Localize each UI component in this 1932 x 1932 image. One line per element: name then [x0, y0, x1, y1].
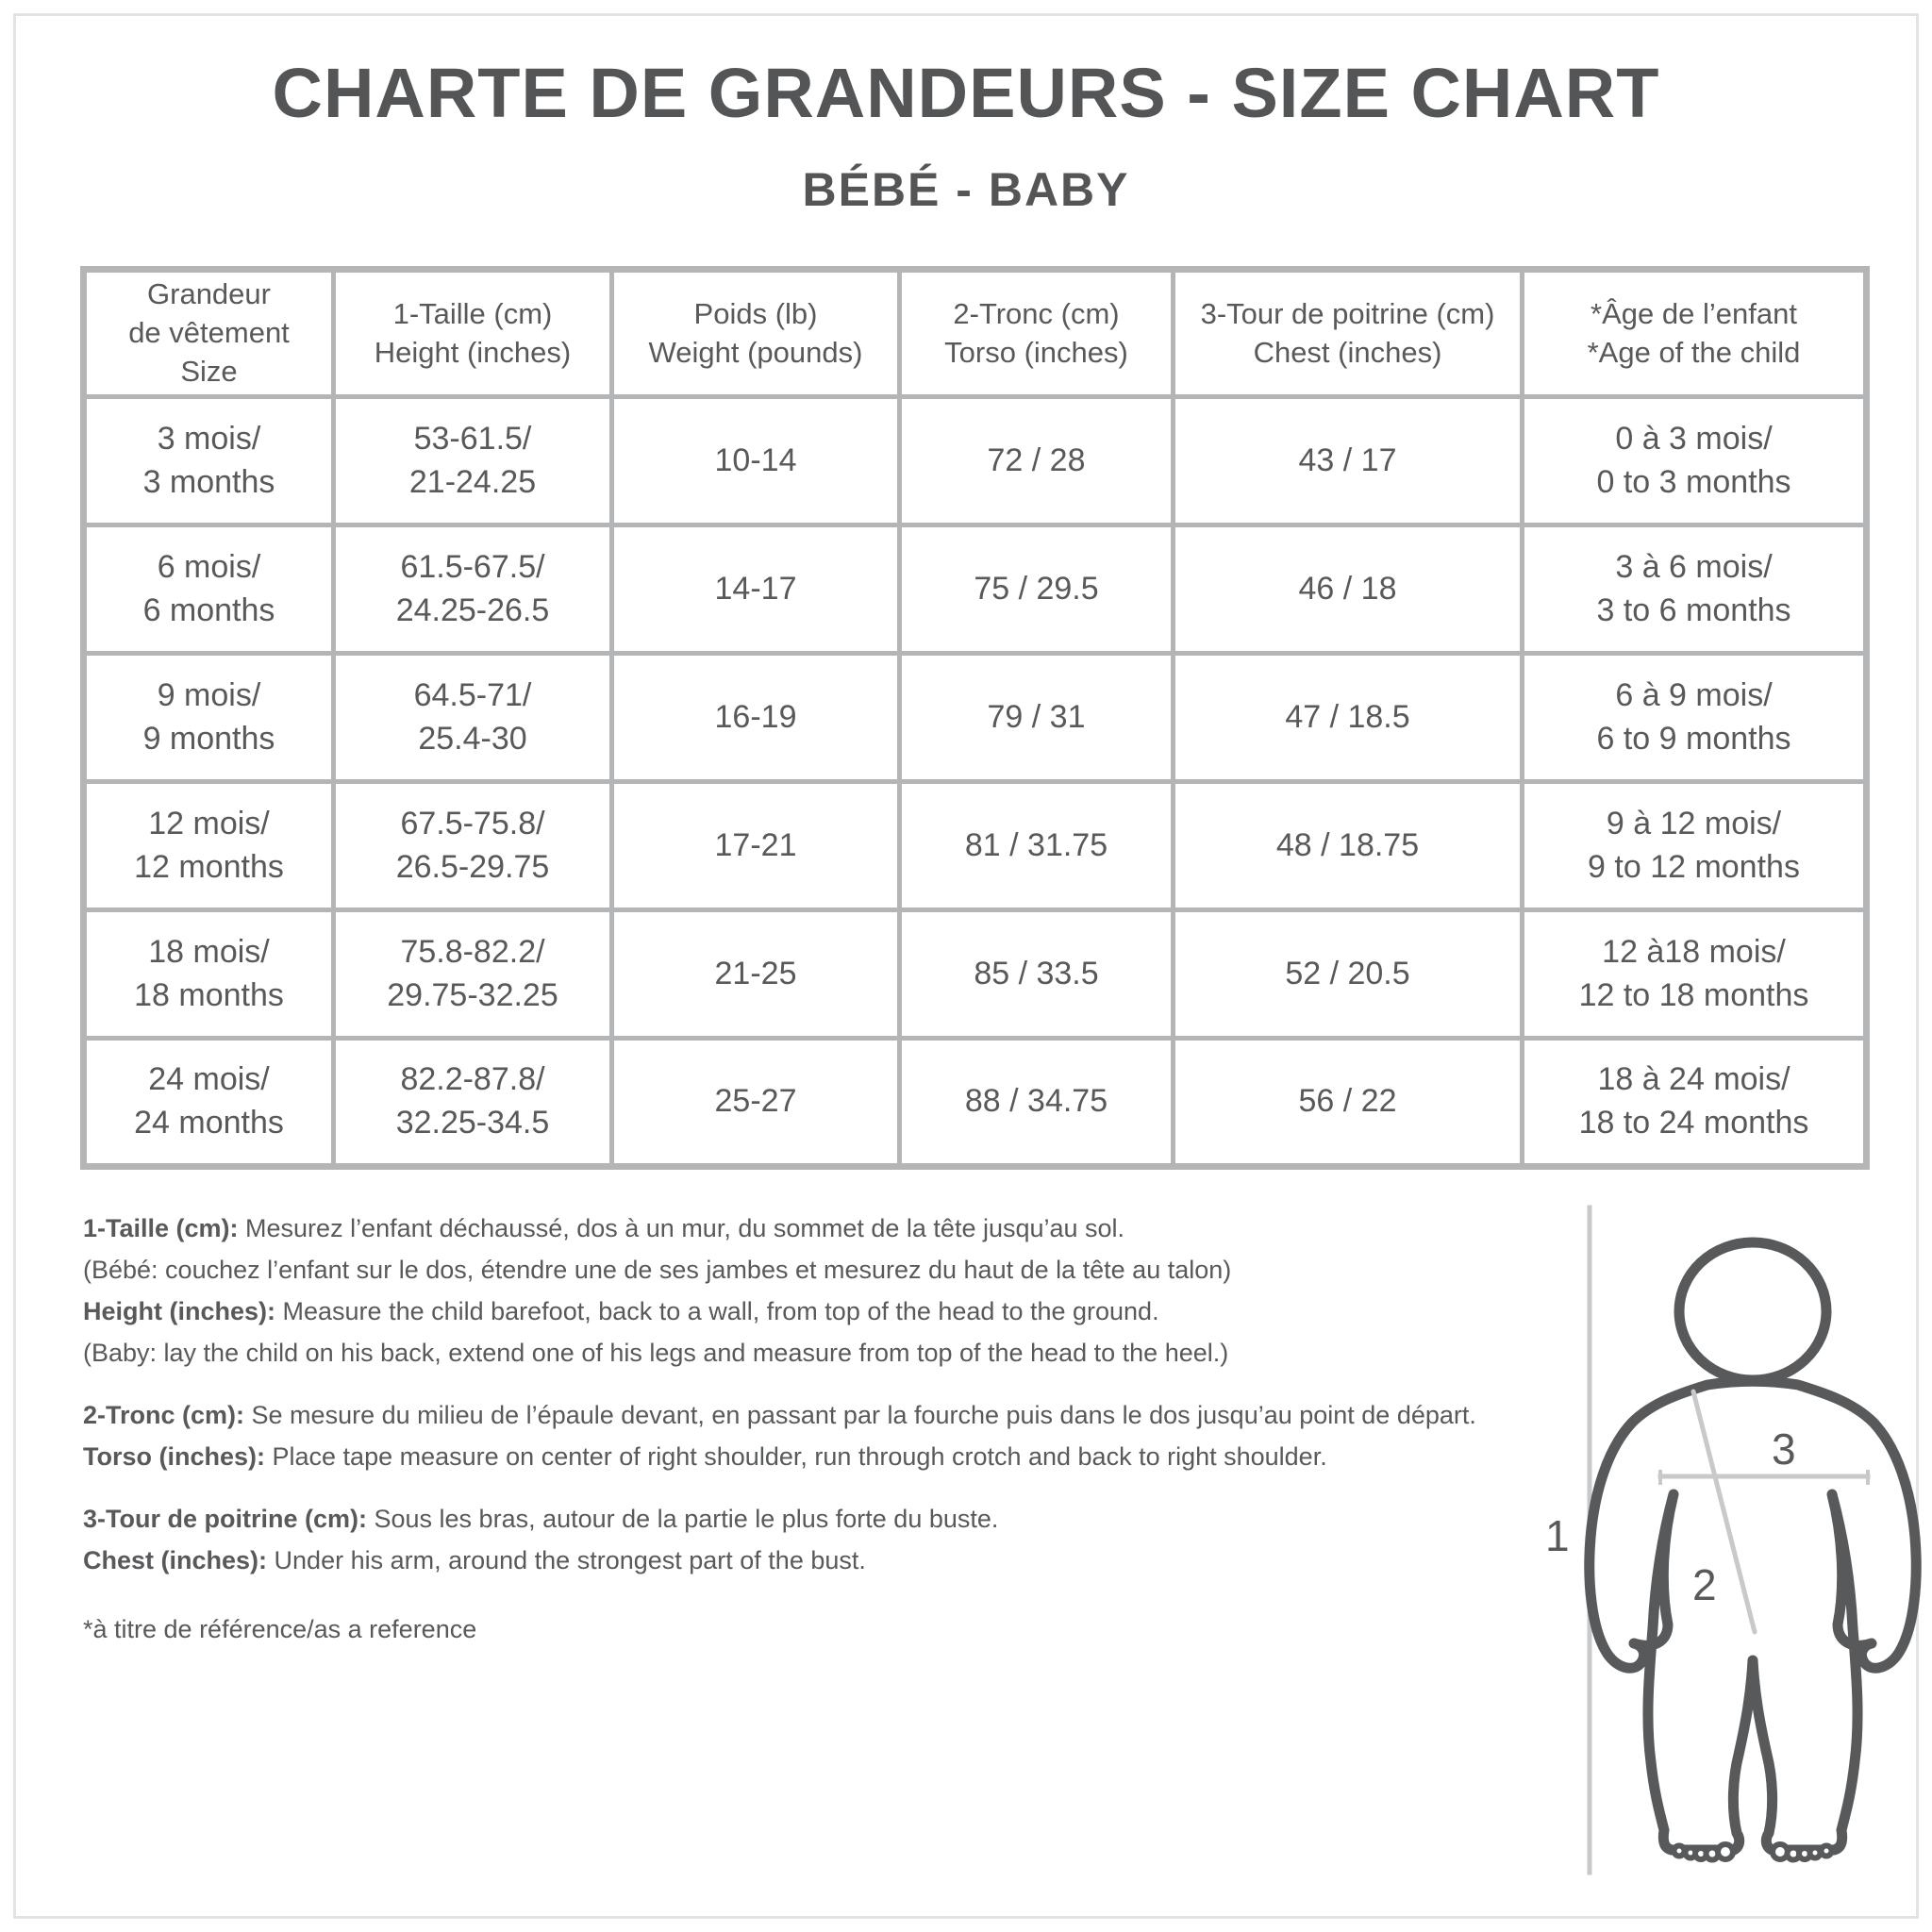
- table-row: [84, 654, 1867, 782]
- baby-head-outline: [1679, 1242, 1826, 1380]
- torso-label: 2: [1692, 1560, 1717, 1609]
- table-cell: 53-61.5/ 21-24.25: [334, 397, 612, 525]
- page-title: CHARTE DE GRANDEURS - SIZE CHART: [272, 54, 1660, 132]
- table-cell: 25-27: [612, 1039, 900, 1167]
- column-header: Grandeur de vêtement Size: [84, 270, 334, 397]
- note-paragraph: [83, 1208, 1574, 1374]
- table-cell: 85 / 33.5: [900, 910, 1174, 1039]
- table-cell: 72 / 28: [900, 397, 1174, 525]
- table-cell: 82.2-87.8/ 32.25-34.5: [334, 1039, 612, 1167]
- column-header: 3-Tour de poitrine (cm) Chest (inches): [1174, 270, 1523, 397]
- table-cell: 6 à 9 mois/ 6 to 9 months: [1523, 654, 1867, 782]
- column-header: 1-Taille (cm) Height (inches): [334, 270, 612, 397]
- table-cell: 47 / 18.5: [1174, 654, 1523, 782]
- table-cell: 21-25: [612, 910, 900, 1039]
- baby-toes-left: [1674, 1844, 1734, 1860]
- notes: [83, 1208, 1574, 1581]
- table-cell: 88 / 34.75: [900, 1039, 1174, 1167]
- table-cell: 10-14: [612, 397, 900, 525]
- table-cell: 17-21: [612, 782, 900, 910]
- table-cell: 64.5-71/ 25.4-30: [334, 654, 612, 782]
- baby-measurement-diagram: [1543, 1185, 1924, 1883]
- note-line: 3-Tour de poitrine (cm): Sous les bras, autour de la partie le plus forte du buste.: [83, 1505, 999, 1533]
- note-paragraph: [83, 1394, 1574, 1477]
- table-row: [84, 525, 1867, 654]
- note-line: (Baby: lay the child on his back, extend one of his legs and measure from top of the head to the heel.): [83, 1339, 1229, 1367]
- note-line: Torso (inches): Place tape measure on center of right shoulder, run through crotch and back to right shoulder.: [83, 1442, 1327, 1471]
- table-cell: 16-19: [612, 654, 900, 782]
- table-cell: 67.5-75.8/ 26.5-29.75: [334, 782, 612, 910]
- table-cell: 56 / 22: [1174, 1039, 1523, 1167]
- table-cell: 24 mois/ 24 months: [84, 1039, 334, 1167]
- table-cell: 9 mois/ 9 months: [84, 654, 334, 782]
- page-subtitle: BÉBÉ - BABY: [802, 163, 1130, 216]
- table-cell: 3 à 6 mois/ 3 to 6 months: [1523, 525, 1867, 654]
- table-cell: 79 / 31: [900, 654, 1174, 782]
- reference-footnote: *à titre de référence/as a reference: [83, 1615, 477, 1643]
- table-cell: 6 mois/ 6 months: [84, 525, 334, 654]
- table-cell: 48 / 18.75: [1174, 782, 1523, 910]
- table-row: [84, 1039, 1867, 1167]
- table-cell: 0 à 3 mois/ 0 to 3 months: [1523, 397, 1867, 525]
- table-cell: 52 / 20.5: [1174, 910, 1523, 1039]
- table-cell: 75.8-82.2/ 29.75-32.25: [334, 910, 612, 1039]
- table-row: [84, 397, 1867, 525]
- table-cell: 61.5-67.5/ 24.25-26.5: [334, 525, 612, 654]
- height-label: 1: [1545, 1511, 1570, 1560]
- table-cell: 18 mois/ 18 months: [84, 910, 334, 1039]
- note-line: (Bébé: couchez l’enfant sur le dos, étendre une de ses jambes et mesurez du haut de la tête au talon): [83, 1256, 1232, 1284]
- table-body: [84, 397, 1867, 1167]
- table-cell: 81 / 31.75: [900, 782, 1174, 910]
- table-cell: 43 / 17: [1174, 397, 1523, 525]
- column-header: *Âge de l’enfant *Age of the child: [1523, 270, 1867, 397]
- chest-label: 3: [1772, 1424, 1796, 1474]
- baby-toes-right: [1773, 1844, 1832, 1860]
- note-line: Height (inches): Measure the child barefoot, back to a wall, from top of the head to the ground.: [83, 1297, 1159, 1325]
- note-line: 2-Tronc (cm): Se mesure du milieu de l’épaule devant, en passant par la fourche puis dans le dos jusqu’au point de départ.: [83, 1401, 1476, 1429]
- table-cell: 18 à 24 mois/ 18 to 24 months: [1523, 1039, 1867, 1167]
- table-cell: 3 mois/ 3 months: [84, 397, 334, 525]
- table-cell: 75 / 29.5: [900, 525, 1174, 654]
- table-cell: 46 / 18: [1174, 525, 1523, 654]
- table-cell: 14-17: [612, 525, 900, 654]
- table-cell: 12 mois/ 12 months: [84, 782, 334, 910]
- column-header: Poids (lb) Weight (pounds): [612, 270, 900, 397]
- note-line: Chest (inches): Under his arm, around the strongest part of the bust.: [83, 1546, 866, 1574]
- size-chart-table: [80, 266, 1870, 1170]
- table-cell: 9 à 12 mois/ 9 to 12 months: [1523, 782, 1867, 910]
- column-header: 2-Tronc (cm) Torso (inches): [900, 270, 1174, 397]
- table-header-row: [84, 270, 1867, 397]
- note-paragraph: [83, 1498, 1574, 1581]
- table-row: [84, 782, 1867, 910]
- note-line: 1-Taille (cm): Mesurez l’enfant déchaussé, dos à un mur, du sommet de la tête jusqu’au sol.: [83, 1214, 1125, 1242]
- table-row: [84, 910, 1867, 1039]
- table-cell: 12 à18 mois/ 12 to 18 months: [1523, 910, 1867, 1039]
